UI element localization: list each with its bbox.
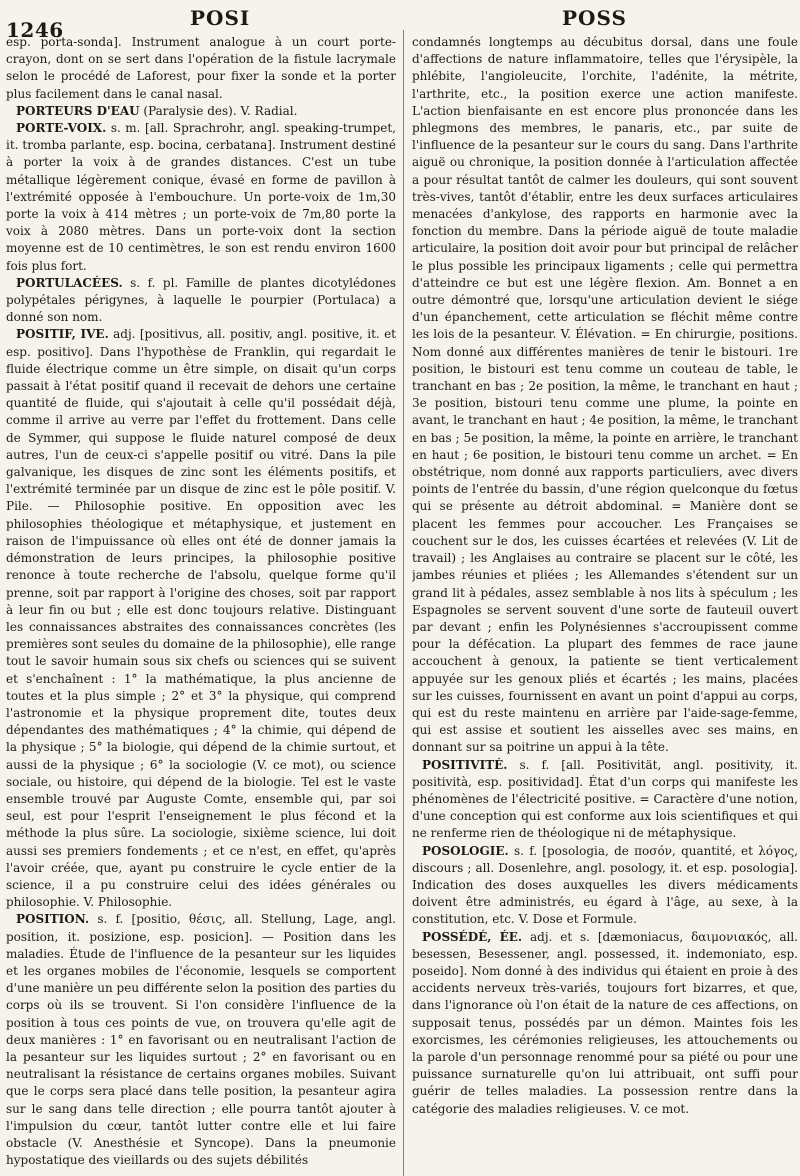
entry-text: adj. [positivus, all. positiv, angl. positive, it. et esp. positivo]. Dans l'hypothèse de Franklin, qui regardait le fluide électrique comme un être simple, on disait qu'un corps passait à l'état positif quand il recevait de dehors une certaine quantité de fluide, qui s'ajoutait à celle qu'il possédait déjà, comme il arrive au verre par l'effet du frottement. Dans celle de Symmer, qui suppose le fluide naturel composé de deux autres, l'un de ceux-ci s'appelle positif ou vitré. Dans la pile galvanique, les disques de zinc sont les éléments positifs, et l'extrémité terminée par un disque de zinc est le pôle positif. V. Pile. — Philosophie positive. En opposition avec les philosophies théologique et métaphysique, et justement en raison de l'impuissance où elles ont été de donner jamais la démonstration de leurs principes, la philosophie positive renonce à toute recherche de l'absolu, quelque forme qu'il prenne, soit par rapport à l'origine des choses, soit par rapport à leur fin ou but ; elle est donc toujours relative. Distinguant les connaissances abstraites des connaissances concrètes (les premières sont seules du domaine de la philosophie), elle range tout le savoir humain sous six chefs ou sciences qui se suivent et s'enchaînent : 1° la mathématique, la plus ancienne de toutes et la plus simple ; 2° et 3° la physique, qui comprend l'astronomie et la physique proprement dite, toutes deux dépendantes des mathématiques ; 4° la chimie, qui dépend de la physique ; 5° la biologie, qui dépend de la chimie surtout, et aussi de la physique ; 6° la sociologie (V. ce mot), ou science sociale, ou histoire, qui dépend de la biologie. Tel est le vaste ensemble trouvé par Auguste Comte, ensemble qui, par soi seul, est pour l'esprit l'enseignement le plus fécond et la méthode la plus sûre. La sociologie, sixième science, lui doit aussi ses premiers fondements ; et ce n'est, en effet, qu'après l'avoir créée, que, ayant pu construire le cycle entier de la science, il a pu construire celui des idées générales ou philosophie. V. Philosophie.	[6, 327, 396, 910]
entry-headword: POSSÉDÉ, ÉE.	[422, 929, 523, 944]
running-head-left: POSI	[190, 6, 251, 30]
right-column	[412, 34, 798, 1176]
entry-text: s. m. [all. Sprachrohr, angl. speaking-trumpet, it. tromba parlante, esp. bocina, cerbatana]. Instrument destiné à porter la voix à de grandes distances. C'est un tube métallique légèrement conique, évasé en forme de pavillon à l'extrémité opposée à l'embouchure. Un porte-voix de 1m,30 porte la voix à 414 mètres ; un porte-voix de 7m,80 porte la voix à 2080 mètres. Dans un porte-voix dont la section moyenne est de 10 centimètres, le son est rendu environ 1600 fois plus fort.	[6, 121, 396, 273]
entry-headword: POSITION.	[16, 912, 90, 927]
entry-continuation	[6, 34, 396, 103]
entry-continuation	[412, 34, 798, 757]
entry-headword: PORTEURS D'EAU	[16, 103, 140, 118]
column-rule	[403, 30, 404, 1176]
entry-text: s. f. [positio, θέσις, all. Stellung, Lage, angl. position, it. posizione, esp. posicion]. — Position dans les maladies. Étude de l'influence de la pesanteur sur les liquides et les organes mobiles de l'économie, lesquels se comportent d'une manière un peu différente selon la position des parties du corps où ils se trouvent. Si l'on considère l'influence de la position à tous ces points de vue, on trouvera qu'elle agit de deux manières : 1° en favorisant ou en neutralisant l'action de la pesanteur sur les liquides surtout ; 2° en favorisant ou en neutralisant la résistance de certains organes mobiles. Suivant que le corps sera placé dans telle position, la pesanteur agira sur le sang dans telle direction ; elle pourra tantôt ajouter à l'impulsion du cœur, tantôt lutter contre elle et lui faire obstacle (V. Anesthésie et Syncope). Dans la pneumonie hypostatique des vieillards ou des sujets débilités	[6, 912, 396, 1168]
dictionary-entry	[412, 843, 798, 929]
dictionary-entry	[6, 326, 396, 911]
dictionary-entry	[6, 120, 396, 275]
dictionary-entry	[6, 911, 396, 1169]
entry-headword: PORTE-VOIX.	[16, 121, 107, 136]
dictionary-entry	[6, 103, 396, 120]
entry-text: condamnés longtemps au décubitus dorsal, dans une foule d'affections de nature inflammatoire, telles que l'érysipèle, la phlébite, l'angioleucite, l'orchite, l'adénite, la métrite, l'arthrite, etc., la position exerce une action manifeste. L'action bienfaisante en est encore plus prononcée dans les phlegmons des membres, le panaris, etc., par suite de l'influence de la pesanteur sur le cours du sang. Dans l'arthrite aiguë ou chronique, la position donnée à l'articulation affectée a pour résultat tantôt de calmer les douleurs, qui sont souvent très-vives, tantôt d'établir, entre les deux surfaces articulaires menacées d'ankylose, des rapports en harmonie avec la fonction du membre. Dans la période aiguë de toute maladie articulaire, la position doit avoir pour but principal de relâcher le plus possible les principaux ligaments ; celle qui permettra d'atteindre ce but est une légère flexion. Am. Bonnet a en outre démontré que, lorsqu'une articulation devient le siége d'un épanchement, cette articulation se fléchit même contre les lois de la pesanteur. V. Élévation. = En chirurgie, positions. Nom donné aux différentes manières de tenir le bistouri. 1re position, le bistouri est tenu comme un couteau de table, le tranchant en bas ; 2e position, la même, le tranchant en haut ; 3e position, bistouri tenu comme une plume, la pointe en avant, le tranchant en haut ; 4e position, la même, le tranchant en bas ; 5e position, la même, la pointe en arrière, le tranchant en haut ; 6e position, le bistouri tenu comme un archet. = En obstétrique, nom donné aux rapports particuliers, avec divers points de l'entrée du bassin, d'une région quelconque du fœtus qui se présente au détroit abdominal. = Manière dont se placent les femmes pour accoucher. Les Françaises se couchent sur le dos, les cuisses écartées et relevées (V. Lit de travail) ; les Anglaises au contraire se placent sur le côté, les jambes réunies et pliées ; les Allemandes s'étendent sur un grand lit à pédales, assez semblable à nos lits à spéculum ; les Espagnoles se servent souvent d'une sorte de fauteuil ouvert par devant ; enfin les Polynésiennes s'accroupissent comme pour la défécation. La plupart des femmes de race jaune accouchent à genoux, la patiente se tient verticalement appuyée sur les genoux pliés et écartés ; les mains, placées sur les cuisses, fournissent en avant un point d'appui au corps, qui est du reste maintenu en arrière par l'aide-sage-femme, qui est assise et soutient les aisselles avec ses mains, en donnant sur sa poitrine un appui à la tête.	[412, 35, 798, 755]
page-number: 1246	[6, 18, 64, 42]
entry-text: esp. porta-sonda]. Instrument analogue à un court porte-crayon, dont on se sert dans l'opération de la fistule lacrymale selon le procédé de Laforest, pour fixer la sonde et la porter plus facilement dans le canal nasal.	[6, 35, 396, 101]
entry-headword: POSITIF, IVE.	[16, 327, 109, 342]
entry-text: s. f. [posologia, de ποσόν, quantité, et λόγος, discours ; all. Dosenlehre, angl. posology, it. et esp. posologia]. Indication des doses auxquelles les divers médicaments doivent être administrés, eu égard à l'âge, au sexe, à la constitution, etc. V. Dose et Formule.	[412, 843, 798, 927]
dictionary-entry	[412, 757, 798, 843]
left-column	[6, 34, 396, 1176]
entry-text: s. f. pl. Famille de plantes dicotylédones polypétales périgynes, à laquelle le pourpier (Portulaca) a donné son nom.	[6, 275, 396, 325]
running-head-right: POSS	[562, 6, 627, 30]
entry-text: adj. et s. [dæmoniacus, δαιμονιακός, all. besessen, Besessener, angl. possessed, it. indemoniato, esp. poseido]. Nom donné à des individus qui étaient en proie à des accidents nerveux très-variés, toujours fort bizarres, et que, dans l'ignorance où l'on était de la nature de ces affections, on supposait tenus, possédés par un démon. Maintes fois les exorcismes, les cérémonies religieuses, les attouchements ou la parole d'un personnage renommé pour sa piété ou pour une puissance surnaturelle qu'on lui attribuait, ont suffi pour guérir de telles maladies. La possession rentre dans la catégorie des maladies religieuses. V. ce mot.	[412, 929, 798, 1116]
dictionary-entry	[412, 929, 798, 1118]
entry-headword: POSOLOGIE.	[422, 843, 509, 858]
entry-text: (Paralysie des). V. Radial.	[139, 103, 298, 118]
entry-text: s. f. [all. Positivität, angl. positivity, it. positività, esp. positividad]. État d'un corps qui manifeste les phénomènes de l'électricité positive. = Caractère d'une notion, d'une conception qui est conforme aux lois scientifiques et qui ne renferme rien de théologique ni de métaphysique.	[412, 757, 798, 841]
entry-headword: PORTULACÉES.	[16, 275, 123, 290]
entry-headword: POSITIVITÉ.	[422, 757, 508, 772]
dictionary-entry	[6, 275, 396, 327]
